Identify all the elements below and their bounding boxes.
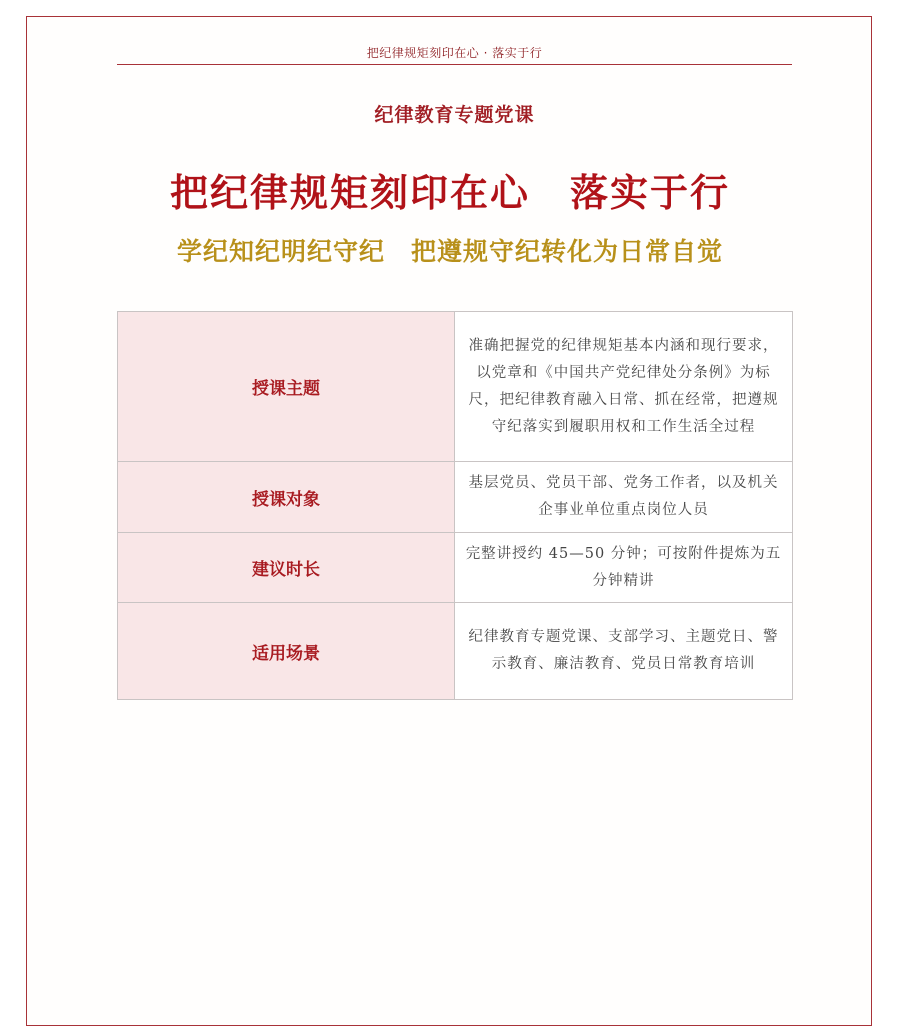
info-table bbox=[117, 311, 793, 700]
table-row bbox=[118, 462, 793, 533]
table-row bbox=[118, 603, 793, 700]
header-rule bbox=[117, 64, 792, 65]
running-header: 把纪律规矩刻印在心 · 落实于行 bbox=[366, 46, 543, 60]
row-value-audience: 基层党员、党员干部、党务工作者，以及机关企事业单位重点岗位人员 bbox=[455, 462, 793, 533]
row-label-scenarios: 适用场景 bbox=[118, 603, 455, 700]
row-value-duration: 完整讲授约 45—50 分钟；可按附件提炼为五分钟精讲 bbox=[455, 533, 793, 603]
row-label-duration: 建议时长 bbox=[118, 533, 455, 603]
row-value-scenarios: 纪律教育专题党课、支部学习、主题党日、警示教育、廉洁教育、党员日常教育培训 bbox=[455, 603, 793, 700]
row-label-audience: 授课对象 bbox=[118, 462, 455, 533]
table-row bbox=[118, 533, 793, 603]
page-subtitle: 学纪知纪明纪守纪 把遵规守纪转化为日常自觉 bbox=[176, 237, 723, 266]
row-label-topic: 授课主题 bbox=[118, 312, 455, 462]
document-kicker: 纪律教育专题党课 bbox=[374, 104, 535, 126]
page-title: 把纪律规矩刻印在心 落实于行 bbox=[169, 171, 730, 215]
row-value-topic: 准确把握党的纪律规矩基本内涵和现行要求，以党章和《中国共产党纪律处分条例》为标尺，把纪律教育融入日常、抓在经常，把遵规守纪落实到履职用权和工作生活全过程 bbox=[455, 312, 793, 462]
table-row bbox=[118, 312, 793, 462]
